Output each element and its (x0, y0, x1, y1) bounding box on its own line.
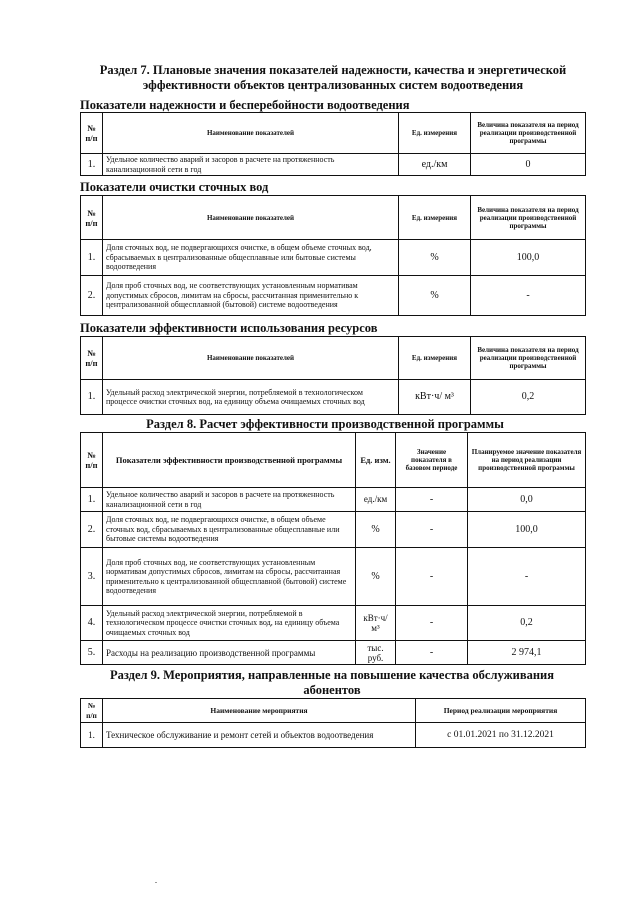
row-plan: 100,0 (468, 512, 586, 548)
reliability-table (80, 112, 586, 176)
table3-title: Показатели эффективности использования ресурсов (80, 321, 378, 335)
row-num: 3. (81, 548, 103, 606)
table-row (81, 276, 586, 316)
row-unit: кВт·ч/ м³ (356, 606, 396, 641)
row-base: - (396, 606, 468, 641)
col-period-header: Период реализации мероприятия (416, 699, 586, 723)
table-row (81, 512, 586, 548)
row-name: Доля сточных вод, не подвергающихся очистке, в общем объеме сточных вод, сбрасываемых в централизованные общесплавные или бытовые системы водоотведения (103, 512, 356, 548)
row-name: Удельное количество аварий и засоров в расчете на протяженность канализационной сети в год (103, 154, 399, 176)
col-plan-header: Планируемое значение показателя на период реализации производственной программы (468, 433, 586, 488)
table-header-row (81, 196, 586, 240)
row-name: Техническое обслуживание и ремонт сетей и объектов водоотведения (103, 723, 416, 748)
row-num: 1. (81, 380, 103, 415)
col-name-header: Наименование показателей (103, 337, 399, 380)
table2-title: Показатели очистки сточных вод (80, 180, 269, 194)
table-header-row (81, 113, 586, 154)
col-value-header: Величина показателя на период реализации производственной программы (471, 337, 586, 380)
col-num-header: № п/п (81, 699, 103, 723)
row-num: 1. (81, 240, 103, 276)
row-base: - (396, 548, 468, 606)
row-plan: 0,0 (468, 488, 586, 512)
row-plan: 2 974,1 (468, 641, 586, 665)
section8-title: Раздел 8. Расчет эффективности производственной программы (146, 417, 504, 431)
row-value: - (471, 276, 586, 316)
col-num-header: № п/п (81, 433, 103, 488)
col-unit-header: Ед. изм. (356, 433, 396, 488)
row-name: Удельное количество аварий и засоров в расчете на протяженность канализационной сети в год (103, 488, 356, 512)
row-num: 2. (81, 276, 103, 316)
table-row (81, 723, 586, 748)
table-row (81, 606, 586, 641)
row-unit: ед./км (399, 154, 471, 176)
col-value-header: Величина показателя на период реализации производственной программы (471, 196, 586, 240)
row-unit: % (356, 548, 396, 606)
row-unit: кВт·ч/ м³ (399, 380, 471, 415)
col-name-header: Наименование мероприятия (103, 699, 416, 723)
table-row (81, 154, 586, 176)
table-row (81, 240, 586, 276)
row-unit: тыс. руб. (356, 641, 396, 665)
table-row (81, 548, 586, 606)
row-name: Доля проб сточных вод, не соответствующих установленным нормативам допустимых сбросов, лимитам на сбросы, рассчитанная применительно к централизованной общесплавной (бытовой) системе водоотведения (103, 276, 399, 316)
col-unit-header: Ед. измерения (399, 196, 471, 240)
table-header-row (81, 699, 586, 723)
row-num: 4. (81, 606, 103, 641)
row-name: Доля сточных вод, не подвергающихся очистке, в общем объеме сточных вод, сбрасываемых в централизованные общесплавные или бытовые системы водоотведения (103, 240, 399, 276)
row-name: Доля проб сточных вод, не соответствующих установленным нормативам допустимых сбросов, лимитам на сбросы, рассчитанная применительно к централизованной общесплавной (бытовой) системе водоотведения (103, 548, 356, 606)
table-header-row (81, 433, 586, 488)
row-value: 0 (471, 154, 586, 176)
row-num: 1. (81, 723, 103, 748)
table-header-row (81, 337, 586, 380)
resource-efficiency-table (80, 336, 586, 415)
col-num-header: № п/п (81, 196, 103, 240)
row-num: 2. (81, 512, 103, 548)
col-unit-header: Ед. измерения (399, 113, 471, 154)
col-num-header: № п/п (81, 113, 103, 154)
row-num: 1. (81, 154, 103, 176)
row-unit: % (399, 240, 471, 276)
row-name: Удельный расход электрической энергии, потребляемой в технологическом процессе очистки сточных вод, на единицу объема очищаемых сточных вод (103, 606, 356, 641)
row-unit: ед./км (356, 488, 396, 512)
wastewater-treatment-table (80, 195, 586, 316)
col-name-header: Наименование показателей (103, 196, 399, 240)
col-value-header: Величина показателя на период реализации производственной программы (471, 113, 586, 154)
col-unit-header: Ед. измерения (399, 337, 471, 380)
scan-speck (155, 882, 157, 883)
row-base: - (396, 512, 468, 548)
col-num-header: № п/п (81, 337, 103, 380)
row-value: 0,2 (471, 380, 586, 415)
table-row (81, 380, 586, 415)
col-name-header: Наименование показателей (103, 113, 399, 154)
row-plan: 0,2 (468, 606, 586, 641)
service-measures-table (80, 698, 586, 748)
table1-title: Показатели надежности и бесперебойности водоотведения (80, 98, 410, 112)
table-row (81, 641, 586, 665)
row-unit: % (399, 276, 471, 316)
program-efficiency-table (80, 432, 586, 665)
row-num: 1. (81, 488, 103, 512)
row-name: Расходы на реализацию производственной программы (103, 641, 356, 665)
row-name: Удельный расход электрической энергии, потребляемой в технологическом процессе очистки сточных вод, на единицу объема очищаемых сточных вод (103, 380, 399, 415)
row-value: 100,0 (471, 240, 586, 276)
col-base-header: Значение показателя в базовом периоде (396, 433, 468, 488)
col-name-header: Показатели эффективности производственной программы (103, 433, 356, 488)
row-base: - (396, 641, 468, 665)
row-base: - (396, 488, 468, 512)
row-num: 5. (81, 641, 103, 665)
row-unit: % (356, 512, 396, 548)
row-plan: - (468, 548, 586, 606)
section7-title: Раздел 7. Плановые значения показателей надежности, качества и энергетической эффективности объектов централизованных систем водоотведения (99, 63, 567, 92)
section9-title: Раздел 9. Мероприятия, направленные на повышение качества обслуживания абонентов (109, 668, 555, 697)
row-period: с 01.01.2021 по 31.12.2021 (416, 723, 586, 748)
table-row (81, 488, 586, 512)
